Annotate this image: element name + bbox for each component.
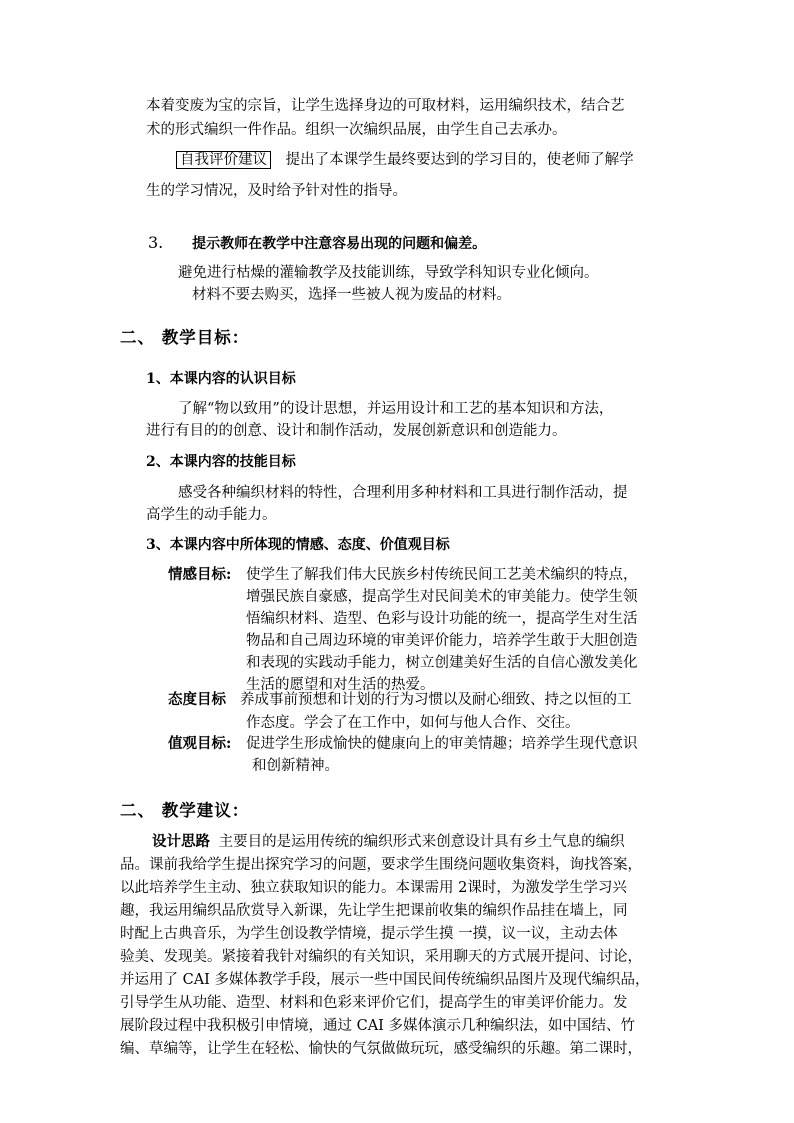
emotion-goal-label: 情感目标: <box>168 566 232 583</box>
value-goal-line-1: 促进学生形成愉快的健康向上的审美情趣；培养学生现代意识 <box>246 736 638 752</box>
suggestions-line-9: 编、草编等，让学生在轻松、愉快的气氛做做玩玩，感受编织的乐趣。第二课时， <box>120 1041 642 1057</box>
emotion-goal-line-6: 生活的愿望和对生活的热爱。 <box>246 677 435 693</box>
values-goal-title: 3、本课内容中所体现的情感、态度、价值观目标 <box>146 537 450 553</box>
attitude-goal-label: 态度目标 <box>168 691 226 708</box>
suggestions-line-7: 引导学生从功能、造型、材料和色彩来评价它们，提高学生的审美评价能力。发 <box>120 995 628 1011</box>
goals-heading: 二、 教学目标： <box>120 328 250 347</box>
emotion-goal-line-3: 悟编织材料、造型、色彩与设计功能的统一，提高学生对生活 <box>246 611 638 627</box>
suggestions-line-2: 以此培养学生主动、独立获取知识的能力。本课需用 2课时，为激发学生学习兴 <box>120 880 627 896</box>
skill-goal-line-1: 感受各种编织材料的特性，合理利用多种材料和工具进行制作活动，提 <box>178 485 628 501</box>
suggestions-line-6: 并运用了 CAI 多媒体教学手段，展示一些中国民间传统编织品图片及现代编织品， <box>120 972 650 988</box>
section-3-line-2: 材料不要去购买，选择一些被人视为废品的材料。 <box>192 287 511 303</box>
emotion-goal-line-4: 物品和自己周边环境的审美评价能力，培养学生敢于大胆创造 <box>246 633 638 649</box>
emotion-goal-line-2: 增强民族自豪感，提高学生对民间美术的审美能力。使学生领 <box>246 589 638 605</box>
value-goal-line-2: 和创新精神。 <box>252 758 339 774</box>
intro-line-1: 本着变废为宝的宗旨，让学生选择身边的可取材料，运用编织技术，结合艺 <box>146 98 625 114</box>
attitude-goal-line-1: 养成事前预想和计划的行为习惯以及耐心细致、持之以恒的工 <box>240 692 632 708</box>
cognitive-goal-title: 1、本课内容的认识目标 <box>146 371 296 387</box>
value-goal-label: 值观目标: <box>168 735 232 752</box>
suggestions-line-8: 展阶段过程中我积极引申情境，通过 CAI 多媒体演示几种编织法，如中国结、竹 <box>120 1018 636 1034</box>
skill-goal-line-2: 高学生的动手能力。 <box>146 507 277 523</box>
suggestions-line-3: 趣，我运用编织品欣赏导入新课，先让学生把课前收集的编织作品挂在墙上，同 <box>120 903 628 919</box>
suggestions-heading: 二、 教学建议： <box>120 801 250 820</box>
suggestions-line-0 <box>152 833 625 851</box>
emotion-goal-line-1: 使学生了解我们伟大民族乡村传统民间工艺美术编织的特点， <box>246 567 638 583</box>
section-3-title: 提示教师在教学中注意容易出现的问题和偏差。 <box>192 236 487 252</box>
cognitive-goal-line-1: 了解“物以致用”的设计思想，并运用设计和工艺的基本知识和方法， <box>178 401 614 417</box>
design-idea-label: 设计思路 <box>152 833 210 850</box>
suggestions-line-4: 时配上古典音乐，为学生创设教学情境，提示学生摸 一摸，议一议，主动去体 <box>120 926 618 942</box>
suggestions-line-5: 验美、发现美。紧接着我针对编织的有关知识，采用聊天的方式展开提问、讨论， <box>120 949 642 965</box>
self-eval-text-1: 提出了本课学生最终要达到的学习目的，使老师了解学 <box>285 152 634 168</box>
section-3-line-1: 避免进行枯燥的灌输教学及技能训练，导致学科知识专业化倾向。 <box>178 265 599 281</box>
intro-line-2: 术的形式编织一件作品。组织一次编织品展，由学生自己去承办。 <box>146 122 567 138</box>
attitude-goal-line-2: 作态度。学会了在工作中，如何与他人合作、交往。 <box>246 715 580 731</box>
self-eval-line-1 <box>176 151 634 169</box>
cognitive-goal-line-2: 进行有目的的创意、设计和制作活动，发展创新意识和创造能力。 <box>146 423 567 439</box>
self-eval-line-2: 生的学习情况，及时给予针对性的指导。 <box>146 183 407 199</box>
emotion-goal-line-5: 和表现的实践动手能力，树立创建美好生活的自信心激发美化 <box>246 655 638 671</box>
skill-goal-title: 2、本课内容的技能目标 <box>146 454 296 470</box>
section-3-number: 3. <box>148 233 164 252</box>
design-idea-text: 主要目的是运用传统的编织形式来创意设计具有乡土气息的编织 <box>218 834 625 850</box>
suggestions-line-1: 品。课前我给学生提出探究学习的问题，要求学生围绕问题收集资料，询找答案， <box>120 857 642 873</box>
section-3-heading <box>148 234 486 253</box>
self-eval-box-label: 自我评价建议 <box>176 151 271 169</box>
